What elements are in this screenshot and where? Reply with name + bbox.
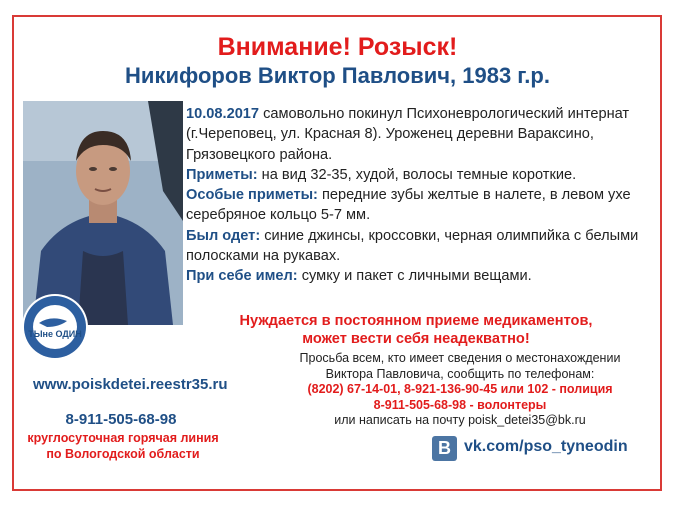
logo-lettering: ТЫне ОДИН — [28, 329, 82, 339]
website-link[interactable]: www.poiskdetei.reestr35.ru — [33, 376, 228, 393]
urgent-line-1: Нуждается в постоянном приеме медикаментов, — [239, 313, 593, 329]
request-line-1: Просьба всем, кто имеет сведения о местонахождении — [299, 351, 621, 365]
hotline-desc-line-1: круглосуточная горячая линия — [27, 431, 219, 445]
vk-icon: B — [432, 436, 457, 461]
urgent-notice — [186, 312, 646, 348]
intro-text: самовольно покинул Психоневрологический интернат (г.Череповец, ул. Красная 8). Уроженец деревни Вараксино, Грязовецкого района. — [186, 106, 630, 163]
email-line: или написать на почту poisk_detei35@bk.ru — [334, 413, 586, 427]
vk-link[interactable]: vk.com/pso_tyneodin — [464, 438, 628, 455]
hotline-desc-line-2: по Вологодской области — [46, 446, 200, 461]
tyneodin-logo — [21, 293, 89, 361]
belongings-label: При себе имел: — [186, 268, 298, 285]
missing-person-name: Никифоров Виктор Павлович, 1983 г.р. — [125, 63, 550, 88]
disappearance-date: 10.08.2017 — [186, 106, 260, 122]
hotline-description — [23, 431, 223, 462]
special-signs-text: передние зубы желтые в налете, в левом ухе серебряное кольцо 5-7 мм. — [186, 187, 631, 224]
special-signs-paragraph — [186, 185, 646, 226]
clothes-text: синие джинсы, кроссовки, черная олимпийка с белыми полосками на рукавах. — [186, 227, 639, 265]
clothes-paragraph — [186, 226, 646, 267]
description-block — [186, 104, 646, 287]
hotline-phone: 8-911-505-68-98 — [65, 411, 177, 428]
contact-request — [270, 351, 650, 429]
alert-title: Внимание! Розыск! — [217, 33, 458, 61]
request-line-2: Виктора Павловича, сообщить по телефонам: — [325, 366, 595, 381]
belongings-text: сумку и пакет с личными вещами. — [297, 268, 532, 285]
clothes-label: Был одет: — [186, 227, 261, 244]
belongings-paragraph — [186, 266, 646, 286]
signs-label: Приметы: — [186, 166, 258, 183]
special-signs-label: Особые приметы: — [186, 187, 318, 204]
person-photo — [23, 101, 183, 325]
police-phones: (8202) 67-14-01, 8-921-136-90-45 или 102 - полиция — [307, 382, 613, 396]
signs-paragraph — [186, 165, 646, 185]
urgent-line-2: может вести себя неадекватно! — [302, 331, 530, 347]
description-intro — [186, 104, 646, 165]
volunteer-phone: 8-911-505-68-98 - волонтеры — [373, 397, 547, 412]
signs-text: на вид 32-35, худой, волосы темные короткие. — [257, 166, 577, 183]
